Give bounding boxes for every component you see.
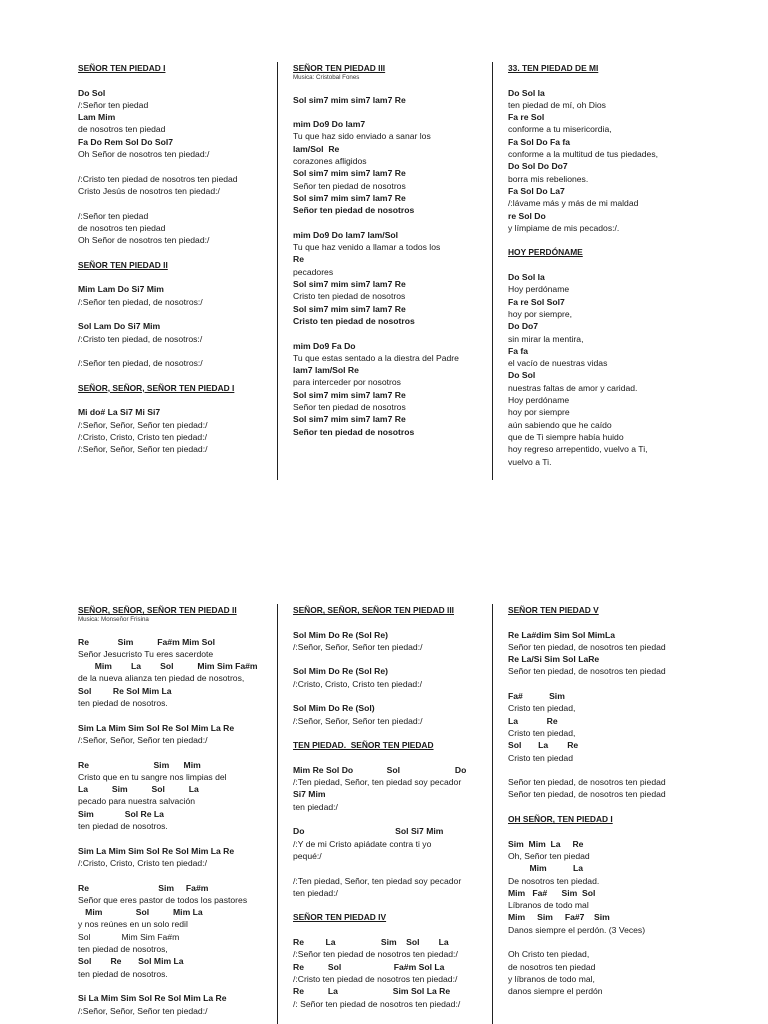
chord-line: Lam Mim xyxy=(78,112,116,123)
chord-line: Do Sol xyxy=(78,87,106,98)
lyric-line: /:Señor, Señor, Señor ten piedad:/ xyxy=(293,641,423,652)
lyric-line: Oh Señor de nosotros ten piedad:/ xyxy=(78,149,210,160)
line-gap xyxy=(293,217,493,229)
lyric-line: y líbranos de todo mal, xyxy=(508,973,595,984)
line-gap xyxy=(78,869,278,881)
lyric-line: Cristo Jesús de nosotros ten piedad:/ xyxy=(78,185,220,196)
chord-line: Mim Sim Fa#7 Sim xyxy=(508,912,610,923)
lyric-line: Hoy perdóname xyxy=(508,284,570,295)
line-gap xyxy=(508,616,708,628)
lyric-line: /:Cristo ten piedad de nosotros ten piedad:/ xyxy=(293,973,458,984)
chord-line: Mim Lam Do Si7 Mim xyxy=(78,284,164,295)
lyric-line: Sol Mim Sim Fa#m xyxy=(78,931,180,942)
music-credit: Musica: Cristobal Fones xyxy=(293,74,360,82)
music-credit: Musica: Monseñor Frisina xyxy=(78,616,149,624)
lyric-line: /:Señor ten piedad, de nosotros:/ xyxy=(78,296,203,307)
lyric-line: /:Cristo, Cristo, Cristo ten piedad:/ xyxy=(78,857,207,868)
column-divider xyxy=(277,604,278,1024)
chord-line: Fa fa xyxy=(508,345,529,356)
line-gap xyxy=(293,327,493,339)
chord-line: Mim Sol Mim La xyxy=(78,907,203,918)
lyric-line: Oh Señor de nosotros ten piedad:/ xyxy=(78,235,210,246)
lyric-line: /: Señor ten piedad de nosotros ten piedad:/ xyxy=(293,998,461,1009)
top-column-1 xyxy=(78,62,278,456)
lyric-line: Cristo ten piedad xyxy=(508,752,573,763)
lyric-line: Hoy perdóname xyxy=(508,395,570,406)
lyric-line: Señor ten piedad, de nosotros ten piedad xyxy=(508,666,666,677)
lyric-line: /:Señor, Señor, Señor ten piedad:/ xyxy=(78,734,208,745)
line-gap xyxy=(508,764,708,776)
lyric-line: Cristo ten piedad, xyxy=(508,703,576,714)
line-gap xyxy=(78,709,278,721)
line-gap xyxy=(293,616,493,628)
line-gap xyxy=(293,752,493,764)
lyric-line: Señor ten piedad, de nosotros ten piedad xyxy=(508,789,666,800)
lyric-line: hoy por siempre, xyxy=(508,308,573,319)
chord-line: Mim La Sol Mim Sim Fa#m xyxy=(78,661,258,672)
line-gap xyxy=(293,81,493,93)
chord-line: Sol Mim Do Re (Sol Re) xyxy=(293,629,389,640)
lyric-line: que de Ti siempre había huido xyxy=(508,431,624,442)
lyric-line: ten piedad:/ xyxy=(293,887,338,898)
chord-line: Sol sim7 mim sim7 lam7 Re xyxy=(293,389,406,400)
line-gap xyxy=(78,271,278,283)
line-gap xyxy=(78,832,278,844)
lyric-line: /:Señor ten piedad xyxy=(78,99,149,110)
lyric-line: Tu que haz sido enviado a sanar los xyxy=(293,131,431,142)
chord-line: Mi do# La Si7 Mi Si7 xyxy=(78,407,161,418)
lyric-line: de nosotros ten piedad xyxy=(78,222,166,233)
chord-line: Cristo ten piedad de nosotros xyxy=(293,315,415,326)
column-divider xyxy=(277,62,278,480)
song-title: SEÑOR, SEÑOR, SEÑOR TEN PIEDAD III xyxy=(293,605,455,615)
line-gap xyxy=(78,197,278,209)
line-gap xyxy=(293,899,493,911)
lyric-line: Señor ten piedad de nosotros xyxy=(293,402,406,413)
chord-line: Re La/Si Sim Sol LaRe xyxy=(508,654,600,665)
line-gap xyxy=(508,678,708,690)
chord-line: Si La Mim Sim Sol Re Sol Mim La Re xyxy=(78,993,227,1004)
lyric-line: /:Cristo, Cristo, Cristo ten piedad:/ xyxy=(78,431,207,442)
column-divider xyxy=(492,62,493,480)
song-title: SEÑOR TEN PIEDAD II xyxy=(78,259,168,270)
chord-line: Si7 Mim xyxy=(293,789,326,800)
chord-line: re Sol Do xyxy=(508,210,546,221)
lyric-line: conforme a la multitud de tus piedades, xyxy=(508,149,659,160)
lyric-line: Cristo que en tu sangre nos limpias del xyxy=(78,771,227,782)
lyric-line: el vacío de nuestras vidas xyxy=(508,358,608,369)
lyric-line: /:Ten piedad, Señor, ten piedad soy pecador xyxy=(293,875,462,886)
lyric-line: Señor que eres pastor de todos los pastores xyxy=(78,894,248,905)
chord-line: Sim Mim La Re xyxy=(508,838,584,849)
line-gap xyxy=(293,106,493,118)
line-gap xyxy=(78,74,278,86)
chord-line: Fa Sol Do Fa fa xyxy=(508,136,571,147)
line-gap xyxy=(508,825,708,837)
lyric-line: /:Señor, Señor, Señor ten piedad:/ xyxy=(78,444,208,455)
line-gap xyxy=(508,234,708,246)
line-gap xyxy=(78,308,278,320)
chord-line: Do Do7 xyxy=(508,321,539,332)
lyric-line: De nosotros ten piedad. xyxy=(508,875,600,886)
bottom-column-1 xyxy=(78,604,278,1017)
chord-line: La Sim Sol La xyxy=(78,784,199,795)
lyric-line: Oh Cristo ten piedad, xyxy=(508,949,590,960)
lyric-line: /:Señor ten piedad de nosotros ten piedad:/ xyxy=(293,949,458,960)
chord-line: Do Sol la xyxy=(508,272,545,283)
lyric-line: /:Cristo, Cristo, Cristo ten piedad:/ xyxy=(293,678,422,689)
top-column-2 xyxy=(293,62,493,438)
lyric-line: y nos reúnes en un solo redil xyxy=(78,919,188,930)
bottom-column-2 xyxy=(293,604,493,1010)
chord-line: mim Do9 Fa Do xyxy=(293,340,356,351)
chord-line: Sol La Re xyxy=(508,740,579,751)
lyric-line: nuestras faltas de amor y caridad. xyxy=(508,382,638,393)
lyric-line: corazones afligidos xyxy=(293,156,367,167)
line-gap xyxy=(78,980,278,992)
chord-line: Mim Re Sol Do Sol Do xyxy=(293,764,467,775)
line-gap xyxy=(78,345,278,357)
lyric-line: Señor ten piedad, de nosotros ten piedad xyxy=(508,641,666,652)
lyric-line: /:Señor ten piedad xyxy=(78,210,149,221)
line-gap xyxy=(508,74,708,86)
lyric-line: ten piedad de nosotros, xyxy=(78,944,168,955)
song-title: SEÑOR TEN PIEDAD I xyxy=(78,63,166,73)
song-title: SEÑOR TEN PIEDAD V xyxy=(508,605,599,615)
line-gap xyxy=(293,727,493,739)
lyric-line: /:Señor, Señor, Señor ten piedad:/ xyxy=(293,715,423,726)
chord-line: Sim La Mim Sim Sol Re Sol Mim La Re xyxy=(78,845,235,856)
lyric-line: /:Ten piedad, Señor, ten piedad soy pecador xyxy=(293,777,462,788)
chord-line: Mim Fa# Sim Sol xyxy=(508,887,596,898)
lyric-line: /:Cristo ten piedad, de nosotros:/ xyxy=(78,333,203,344)
top-column-3 xyxy=(508,62,708,468)
song-title: SEÑOR TEN PIEDAD III xyxy=(293,63,386,73)
lyric-line: borra mis rebeliones. xyxy=(508,173,589,184)
lyric-line: Danos siempre el perdón. (3 Veces) xyxy=(508,924,646,935)
line-gap xyxy=(293,924,493,936)
chord-line: Sim Sol Re La xyxy=(78,808,164,819)
lyric-line: de la nueva alianza ten piedad de nosotros, xyxy=(78,673,245,684)
line-gap xyxy=(508,259,708,271)
lyric-line: Cristo ten piedad de nosotros xyxy=(293,291,406,302)
chord-line: Do Sol la xyxy=(508,87,545,98)
lyric-line: sin mirar la mentira, xyxy=(508,333,584,344)
lyric-line: ten piedad de nosotros. xyxy=(78,698,168,709)
chord-line: Sol Mim Do Re (Sol) xyxy=(293,703,375,714)
lyric-line: /:Señor, Señor, Señor ten piedad:/ xyxy=(78,419,208,430)
chord-line: Sol Re Sol Mim La xyxy=(78,956,184,967)
lyric-line: para interceder por nosotros xyxy=(293,377,401,388)
lyric-line: Cristo ten piedad, xyxy=(508,727,576,738)
lyric-line: Oh, Señor ten piedad xyxy=(508,850,590,861)
lyric-line: Tu que haz venido a llamar a todos los xyxy=(293,242,441,253)
chord-line: Re Sim Mim xyxy=(78,759,201,770)
lyric-line: ten piedad de nosotros. xyxy=(78,821,168,832)
song-title: OH SEÑOR, TEN PIEDAD I xyxy=(508,814,613,825)
chord-line: lam7 lam/Sol Re xyxy=(293,365,359,376)
lyric-line: Líbranos de todo mal xyxy=(508,900,589,911)
chord-line: Do Sol Do Do7 xyxy=(508,161,568,172)
song-title: HOY PERDÓNAME xyxy=(508,247,583,258)
chord-line: Fa re Sol Sol7 xyxy=(508,296,565,307)
chord-line: Sol sim7 mim sim7 lam7 Re xyxy=(293,279,406,290)
chord-line: Re xyxy=(293,254,304,265)
lyric-line: conforme a tu misericordia, xyxy=(508,124,612,135)
lyric-line: /:Y de mi Cristo apiádate contra ti yo xyxy=(293,838,432,849)
chord-line: Sol Mim Do Re (Sol Re) xyxy=(293,666,389,677)
chord-line: Sol sim7 mim sim7 lam7 Re xyxy=(293,168,406,179)
line-gap xyxy=(508,936,708,948)
lyric-line: /:Señor, Señor, Señor ten piedad:/ xyxy=(78,1005,208,1016)
line-gap xyxy=(78,394,278,406)
lyric-line: /:Señor ten piedad, de nosotros:/ xyxy=(78,358,203,369)
song-title: 33. TEN PIEDAD DE MI xyxy=(508,63,599,73)
chord-line: Sol Lam Do Si7 Mim xyxy=(78,321,161,332)
chord-line: Do Sol Si7 Mim xyxy=(293,826,444,837)
chord-line: Do Sol xyxy=(508,370,536,381)
chord-line: Mim La xyxy=(508,863,583,874)
lyric-line: vuelvo a Ti. xyxy=(508,456,552,467)
chord-line: Sim La Mim Sim Sol Re Sol Mim La Re xyxy=(78,722,235,733)
top-songsheet xyxy=(0,62,768,482)
line-gap xyxy=(78,623,278,635)
lyric-line: ten piedad de mí, oh Dios xyxy=(508,99,606,110)
line-gap xyxy=(293,862,493,874)
song-title: SEÑOR, SEÑOR, SEÑOR TEN PIEDAD II xyxy=(78,605,237,615)
chord-line: Sol sim7 mim sim7 lam7 Re xyxy=(293,192,406,203)
song-title: SEÑOR TEN PIEDAD IV xyxy=(293,912,387,923)
chord-line: Sol sim7 mim sim7 lam7 Re xyxy=(293,94,406,105)
lyric-line: danos siempre el perdón xyxy=(508,986,603,997)
chord-line: Sol sim7 mim sim7 lam7 Re xyxy=(293,303,406,314)
lyric-line: pecado para nuestra salvación xyxy=(78,796,196,807)
bottom-songsheet xyxy=(0,604,768,1024)
chord-line: mim Do9 Do lam7 lam/Sol xyxy=(293,229,399,240)
lyric-line: ten piedad de nosotros. xyxy=(78,968,168,979)
line-gap xyxy=(78,369,278,381)
line-gap xyxy=(293,653,493,665)
chord-line: Señor ten piedad de nosotros xyxy=(293,205,415,216)
lyric-line: Señor ten piedad, de nosotros ten piedad xyxy=(508,777,666,788)
song-title: TEN PIEDAD. SEÑOR TEN PIEDAD xyxy=(293,740,434,751)
line-gap xyxy=(78,160,278,172)
line-gap xyxy=(508,801,708,813)
line-gap xyxy=(78,746,278,758)
lyric-line: pequé:/ xyxy=(293,850,322,861)
lyric-line: hoy por siempre xyxy=(508,407,570,418)
chord-line: Fa re Sol xyxy=(508,112,545,123)
lyric-line: aún sabiendo que he caído xyxy=(508,419,612,430)
chord-line: Fa# Sim xyxy=(508,691,565,702)
chord-line: Re Sol Fa#m Sol La xyxy=(293,961,445,972)
lyric-line: pecadores xyxy=(293,266,334,277)
chord-line: Re La#dim Sim Sol MimLa xyxy=(508,629,615,640)
lyric-line: /:lávame más y más de mi maldad xyxy=(508,198,639,209)
chord-line: Sol sim7 mim sim7 lam7 Re xyxy=(293,414,406,425)
lyric-line: de nosotros ten piedad xyxy=(78,124,166,135)
line-gap xyxy=(78,246,278,258)
chord-line: Sol Re Sol Mim La xyxy=(78,685,172,696)
chord-line: La Re xyxy=(508,715,558,726)
chord-line: Re La Sim Sol La xyxy=(293,937,449,948)
chord-line: lam/Sol Re xyxy=(293,143,340,154)
lyric-line: Señor Jesucristo Tu eres sacerdote xyxy=(78,648,214,659)
chord-line: Fa Do Rem Sol Do Sol7 xyxy=(78,136,174,147)
lyric-line: y límpiame de mis pecados:/. xyxy=(508,222,620,233)
chord-line: mim Do9 Do lam7 xyxy=(293,119,366,130)
chord-line: Re Sim Fa#m xyxy=(78,882,209,893)
chord-line: Fa Sol Do La7 xyxy=(508,185,565,196)
lyric-line: de nosotros ten piedad xyxy=(508,961,596,972)
bottom-column-3 xyxy=(508,604,708,998)
lyric-line: Señor ten piedad de nosotros xyxy=(293,180,406,191)
lyric-line: ten piedad:/ xyxy=(293,801,338,812)
lyric-line: hoy regreso arrepentido, vuelvo a Ti, xyxy=(508,444,648,455)
chord-line: Re La Sim Sol La Re xyxy=(293,986,451,997)
chord-line: Señor ten piedad de nosotros xyxy=(293,426,415,437)
line-gap xyxy=(293,813,493,825)
chord-line: Re Sim Fa#m Mim Sol xyxy=(78,636,216,647)
column-divider xyxy=(492,604,493,1024)
line-gap xyxy=(293,690,493,702)
song-title: SEÑOR, SEÑOR, SEÑOR TEN PIEDAD I xyxy=(78,382,235,393)
lyric-line: Tu que estas sentado a la diestra del Padre xyxy=(293,352,459,363)
lyric-line: /:Cristo ten piedad de nosotros ten piedad xyxy=(78,173,238,184)
